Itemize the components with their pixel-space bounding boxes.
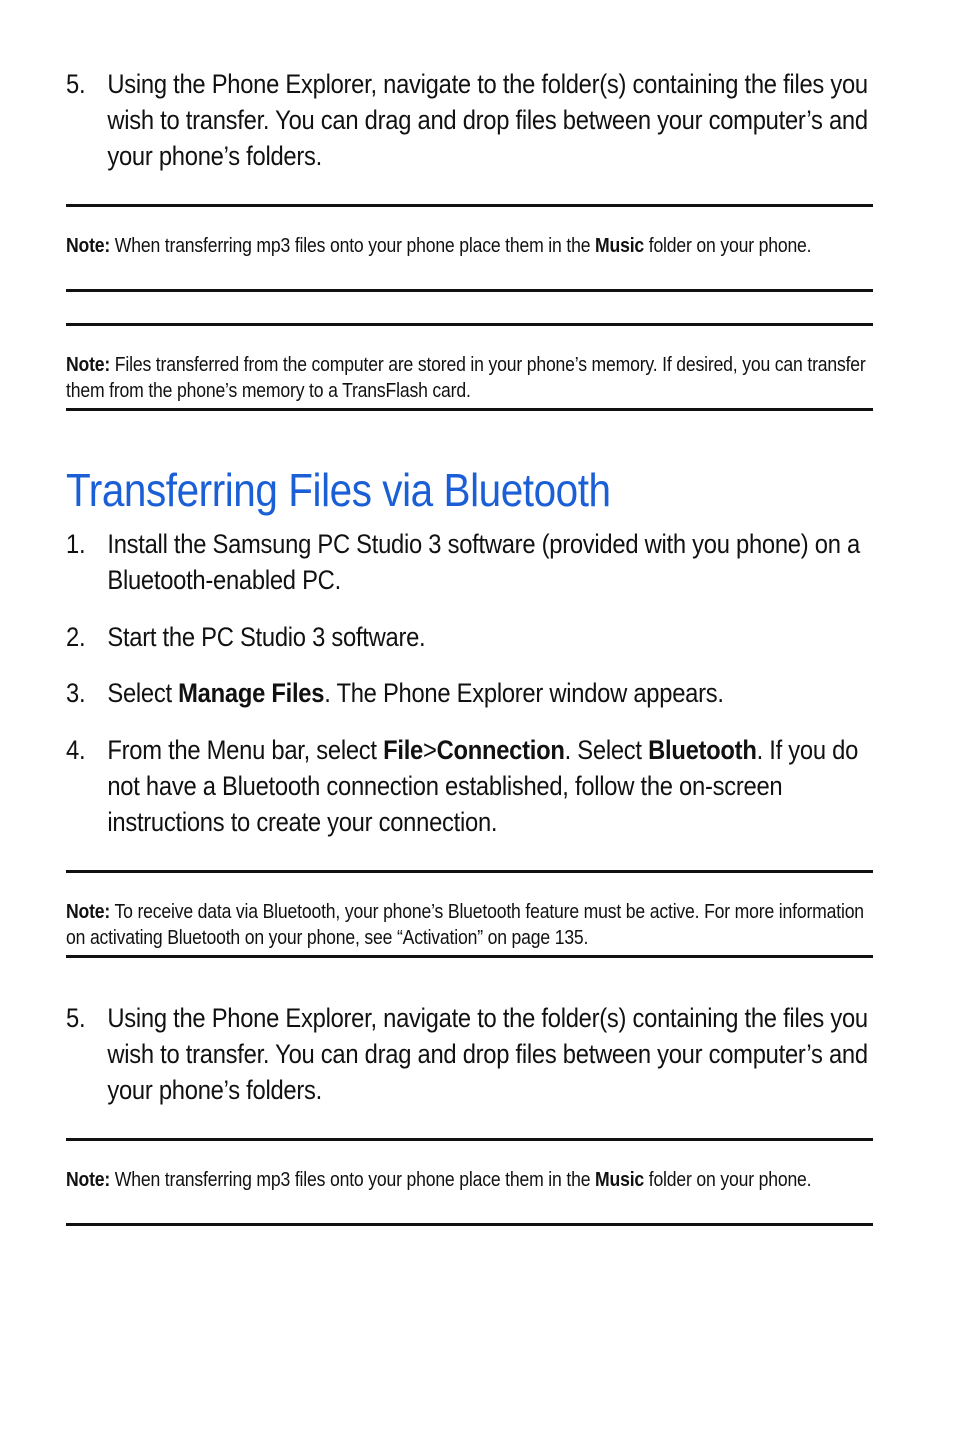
note-text xyxy=(66,352,871,404)
step-number: 2. xyxy=(66,622,86,652)
music-folder-name: Music xyxy=(595,235,645,257)
note-label: Note: xyxy=(66,1169,111,1191)
note-text-post: folder on your phone. xyxy=(644,235,812,257)
step-text: Using the Phone Explorer, navigate to the folder(s) containing the files you wish to transfer. You can drag and drop files between your computer’s and your phone’s folders. xyxy=(107,1003,868,1105)
step-text: Start the PC Studio 3 software. xyxy=(107,622,426,652)
step-5-bottom xyxy=(66,1000,868,1108)
step-number: 1. xyxy=(66,529,86,559)
step-text: Install the Samsung PC Studio 3 software (provided with you phone) on a Bluetooth-enabled PC. xyxy=(107,529,860,595)
step-1 xyxy=(66,526,860,598)
step-text: Using the Phone Explorer, navigate to the folder(s) containing the files you wish to transfer. You can drag and drop files between your computer’s and your phone’s folders. xyxy=(107,69,868,171)
step-text-post: . If you do not have a Bluetooth connection established, follow the on-screen instructions to create your connection. xyxy=(107,735,859,837)
step-number: 5. xyxy=(66,1003,86,1033)
note-box-memory xyxy=(66,323,873,411)
note-text-pre: When transferring mp3 files onto your phone place them in the xyxy=(110,1169,596,1191)
step-5-top xyxy=(66,66,868,174)
section-heading: Transferring Files via Bluetooth xyxy=(66,464,611,516)
step-number: 3. xyxy=(66,678,86,708)
step-3 xyxy=(66,675,779,711)
note-box-music-2 xyxy=(66,1138,873,1226)
manage-files-label: Manage Files xyxy=(178,678,325,708)
step-number: 5. xyxy=(66,69,86,99)
note-box-music xyxy=(66,204,873,292)
step-text-pre: Select xyxy=(107,678,179,708)
step-text xyxy=(107,732,871,840)
step-text-mid: . Select xyxy=(564,735,649,765)
note-text xyxy=(66,1167,871,1193)
note-text xyxy=(66,899,871,951)
note-text-pre: When transferring mp3 files onto your phone place them in the xyxy=(110,235,596,257)
note-text-body: Files transferred from the computer are stored in your phone’s memory. If desired, you can transfer them from the phone’s memory to a TransFlash card. xyxy=(66,354,866,402)
bluetooth-option-label: Bluetooth xyxy=(648,735,757,765)
note-box-bluetooth xyxy=(66,870,873,958)
note-label: Note: xyxy=(66,354,111,376)
step-4 xyxy=(66,732,859,840)
file-menu-label: File xyxy=(383,735,423,765)
step-text xyxy=(107,675,871,711)
note-label: Note: xyxy=(66,235,111,257)
music-folder-name: Music xyxy=(595,1169,645,1191)
note-text-post: folder on your phone. xyxy=(644,1169,812,1191)
note-text-body: To receive data via Bluetooth, your phone’s Bluetooth feature must be active. For more information on activating Bluetooth on your phone, see “Activation” on page 135. xyxy=(66,901,864,949)
note-text xyxy=(66,233,871,259)
connection-menu-label: Connection xyxy=(436,735,565,765)
note-label: Note: xyxy=(66,901,111,923)
step-text-pre: From the Menu bar, select xyxy=(107,735,384,765)
step-text-post: . The Phone Explorer window appears. xyxy=(324,678,724,708)
menu-separator: > xyxy=(422,735,437,765)
step-number: 4. xyxy=(66,735,86,765)
step-2 xyxy=(66,619,779,655)
